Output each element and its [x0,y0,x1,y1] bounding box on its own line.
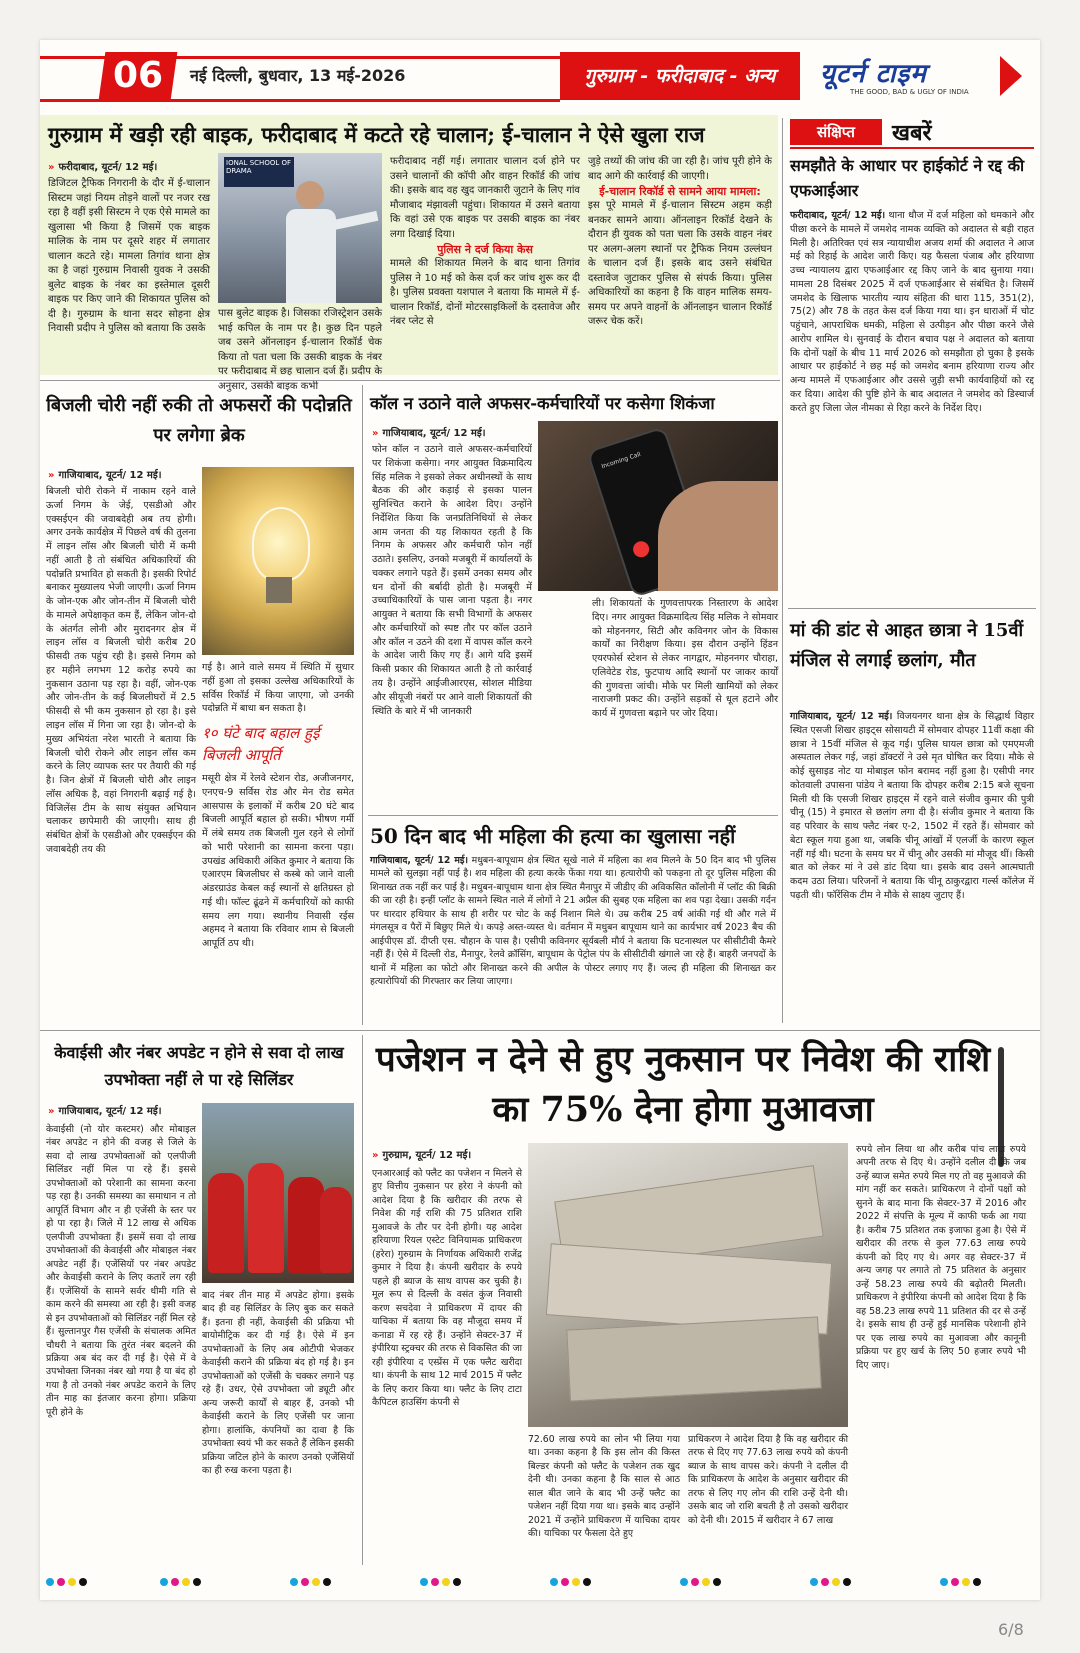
date-line: नई दिल्ली, बुधवार, 13 मई-2026 [190,66,406,85]
headline: 50 दिन बाद भी महिला की हत्या का खुलासा नहीं [370,824,736,848]
headline: बिजली चोरी नहीं रुकी तो अफसरों की पदोन्नति पर लगेगा ब्रेक [46,395,352,446]
article-text: केवाईसी (नो योर कस्टमर) और मोबाइल नंबर अपडेट न होने की वजह से जिले के सवा दो लाख उपभोक्ताओं को एलपीजी सिलिंडर नहीं मिल पा रहे हैं। इससे उपभोक्ताओं को परेशानी का सामना करना पड़ रहा है। उनकी समस्या का समाधान न तो आपूर्ति विभाग और न ही एजेंसी के स्तर पर हो पा रहा है। जिले में 12 लाख से अधिक एलपीजी उपभोक्ता हैं। इसमें सवा दो लाख उपभोक्ताओं की केवाईसी और मोबाइल नंबर अपडेट नहीं हैं। एजेंसियों पर नंबर अपडेट और केवाईसी कराने के लिए कतारें लग रही हैं। एजेंसियों के सामने सर्वर धीमी गति से काम करने की समस्या आ रही है। इसी वजह से इन उपभोक्ताओं को सिलिंडर नहीं मिल रहे हैं। सुल्तानपुर गैस एजेंसी के संचालक अमित चौधरी ने बताया कि तुरंत नंबर बदलने की प्रक्रिया अब बंद कर दी गई है। ऐसे में वे उपभोक्ता जिनका नंबर खो गया है या बंद हो गया है तो उनको नंबर अपडेट कराने के लिए तीन माह का इंतजार करना होगा। प्रक्रिया पूरी होने के [46,1124,196,1418]
section-title: गुरुग्राम - फरीदाबाद - अन्य [560,52,800,100]
subheading: १० घंटे बाद बहाल हुई बिजली आपूर्ति [202,724,320,765]
article-calls-officers: कॉल न उठाने वाले अफसर-कर्मचारियों पर कसेगा शिकंजा » गाजियाबाद, यूटर्न/ 12 मई। Incoming Call फोन कॉल न उठाने वाले अफसर-कर्मचारियों पर शिकंजा कसेगा। नगर आयुक्त विक्रमादित्य सिंह मलिक ने इसको लेकर अधीनस्थों के साथ बैठक की और कड़ाई से इसका पालन सुनिश्चित कराने के आदेश दिए। उन्होंने निर्देशित किया कि जनप्रतिनिधियों से लेकर आम जनता की यह शिकायत रहती है कि निगम के अफसर और कर्मचारी फोन नहीं उठाते। इसलिए, उनको मजबूरी में कार्यालयों के चक्कर लगाने पड़ते हैं। इसमें उनका समय और धन दोनों की बर्बादी होती है। मजबूरी में उच्चाधिकारियों के पास जाना पड़ता है। नगर आयुक्त ने बताया कि सभी विभागों के अफसर और कर्मचारियों को स्पष्ट तौर पर कॉल उठाने और कॉल न उठने की दशा में वापस कॉल करने के आदेश जारी किए गए हैं। आगे यदि इसमें किसी प्रकार की शिकायत आती है तो कार्रवाई तय है। उन्होंने आईजीआरएस, सोशल मीडिया और सीयूजी नंबरों पर आने वाली शिकायतों की स्थिति के बारे में भी जानकारी ली। शिकायतों के गुणवत्तापरक निस्तारण के आदेश दिए। नगर आयुक्त विक्रमादित्य सिंह मलिक ने सोमवार को मोहननगर, सिटी और कविनगर जोन के विकास कार्यों का निरीक्षण किया। इस दौरान उन्होंने हिंडन एयरफोर्स स्टेशन से लेकर नागद्वार, मोहननगर चौराहा, एलिवेटेड रोड, फुटपाथ आदि स्थानों पर जाकर कार्यों की गुणवत्ता जांची। मौके पर मिली खामियों को लेकर नाराजगी प्रकट की। उन्होंने सड़कों से धूल हटाने और कार्य में गुणवत्ता बढ़ाने पर जोर दिया। [368,385,778,810]
currency-notes-photo [528,1143,848,1427]
arrow-icon [1000,56,1022,96]
phone-call-photo: Incoming Call [538,421,778,591]
byline: » गाजियाबाद, यूटर्न/ 12 मई। [48,1106,162,1117]
registration-marks [46,1578,87,1586]
article-power-theft: बिजली चोरी नहीं रुकी तो अफसरों की पदोन्नति पर लगेगा ब्रेक » गाजियाबाद, यूटर्न/ 12 मई। बिजली चोरी रोकने में नाकाम रहने वाले ऊर्जा निगम के जेई, एसडीओ और एक्सईएन की जवाबदेही अब तय होगी। अगर उनके कार्यक्षेत्र में पिछले वर्ष की तुलना में लाइन लॉस और बिजली चोरी में कमी नहीं आती है तो संबंधित अधिकारियों की पदोन्नति प्रभावित हो सकती है। इसकी रिपोर्ट बनाकर मुख्यालय भेजी जाएगी। ऊर्जा निगम के जोन-एक और जोन-तीन में बिजली चोरी के मामले अपेक्षाकृत कम हैं, लेकिन जोन-दो के अंतर्गत लोनी और मुरादनगर क्षेत्र में लाइन लॉस व बिजली चोरी करीब 20 फीसदी तक पहुंच रही है। इससे निगम को हर महीने लगभग 12 करोड़ रुपये का नुकसान उठाना पड़ रहा है। वहीं, जोन-एक और जोन-तीन के कई बिजलीघरों में 2.5 फीसदी से भी कम नुकसान हो रहा है। इसे लाइन लॉस में गिना जा रहा है। जोन-दो के मुख्य अभियंता नरेश भारती ने बताया कि बिजली चोरी रोकने और लाइन लॉस कम करने के लिए व्यापक स्तर पर तैयारी की गई है। जिन क्षेत्रों में बिजली चोरी और लाइन लॉस अधिक है, वहां निगरानी बढ़ाई गई है। विजिलेंस टीम के साथ संयुक्त अभियान चलाकर छापेमारी की जाएगी। साथ ही संबंधित क्षेत्रों के एसडीओ और एक्सईएन की जवाबदेही तय की गई है। आने वाले समय में स्थिति में सुधार नहीं हुआ तो इसका उल्लेख अधिकारियों के सर्विस रिकॉर्ड में किया जाएगा, जो उनकी पदोन्नति में बाधा बन सकता है। १० घंटे बाद बहाल हुई बिजली आपूर्ति मसूरी क्षेत्र में रेलवे स्टेशन रोड, अजीजनगर, एनएच-9 सर्विस रोड और मेन रोड समेत आसपास के इलाकों में करीब 20 घंटे बाद बिजली आपूर्ति बहाल हो सकी। भीषण गर्मी में लंबे समय तक बिजली गुल रहने से लोगों को भारी परेशानी का सामना करना पड़ा। उपखंड अधिकारी अंकित कुमार ने बताया कि एआरएम बिजलीघर से कस्बे को जाने वाली अंडरग्राउंड केबल कई स्थानों से क्षतिग्रस्त हो गई थी। फॉल्ट ढूंढने में कर्मचारियों को काफी समय लग गया। स्थानीय निवासी रईस अहमद ने बताया कि रविवार शाम से बिजली आपूर्ति ठप थी। [40,385,358,1025]
headline: गुरुग्राम में खड़ी रही बाइक, फरीदाबाद में कटते रहे चालान; ई-चालान ने ऐसे खुला राज [48,122,705,147]
bulb-photo [202,467,354,655]
headline: कॉल न उठाने वाले अफसर-कर्मचारियों पर कसेगा शिकंजा [370,394,715,413]
article-brief-highcourt: संक्षिप्त खबरें समझौते के आधार पर हाईकोर्ट ने रद्द की एफआईआर फरीदाबाद, यूटर्न/ 12 मई। थाना धौज में दर्ज महिला को धमकाने और पीछा करने के मामले में जमशेद नामक व्यक्ति को अदालत से बड़ी राहत मिली है। अतिरिक्त एवं सत्र न्यायाधीश अजय शर्मा की अदालत ने आज मई को रिहाई के आदेश जारी किए। यह फैसला पंजाब और हरियाणा उच्च न्यायालय द्वारा एफआईआर रद्द किए जाने के बाद सुनाया गया। मामला 28 दिसंबर 2025 में दर्ज एफआईआर से संबंधित है। जिसमें जमशेद के खिलाफ भारतीय न्याय संहिता की धारा 115, 351(2), 75(2) और 78 के तहत केस दर्ज किया गया था। इन धाराओं में चोट पहुंचाने, आपराधिक धमकी, महिला से उत्पीड़न और पीछा करने जैसे आरोप शामिल थे। सुनवाई के दौरान बचाव पक्ष ने अदालत को बताया कि दोनों पक्षों के बीच 11 मार्च 2026 को समझौता हो चुका है इसके आधार पर हाईकोर्ट ने छह मई को जमशेद बनाम हरियाणा राज्य और अन्य मामले में एफआईआर और उससे जुड़ी सभी कार्यवाहियों को रद्द कर दिया। आदेश की पुष्टि होने के बाद अदालत ने जमशेद को डिस्चार्ज करते हुए जिला जेल नीमका से रिहा करने के निर्देश दिए। [788,115,1036,605]
article-text: फोन कॉल न उठाने वाले अफसर-कर्मचारियों पर शिकंजा कसेगा। नगर आयुक्त विक्रमादित्य सिंह मलिक ने इसको लेकर अधीनस्थों के साथ बैठक की और कड़ाई से इसका पालन सुनिश्चित कराने के आदेश दिए। उन्होंने निर्देशित किया कि जनप्रतिनिधियों से लेकर आम जनता की यह शिकायत रहती है कि निगम के अफसर और कर्मचारी फोन नहीं उठाते। इसलिए, उनको मजबूरी में कार्यालयों के चक्कर लगाने पड़ते हैं। इसमें उनका समय और धन दोनों की बर्बादी होती है। मजबूरी में उच्चाधिकारियों के पास जाना पड़ता है। नगर आयुक्त ने बताया कि सभी विभागों के अफसर और कर्मचारियों को स्पष्ट तौर पर कॉल उठाने और कॉल न उठने की दशा में वापस कॉल करने के आदेश जारी किए गए हैं। आगे यदि इसमें किसी प्रकार की शिकायत आती है तो कार्रवाई तय है। उन्होंने आईजीआरएस, सोशल मीडिया और सीयूजी नंबरों पर आने वाली शिकायतों की स्थिति के बारे में भी जानकारी [372,444,532,717]
article-student-suicide [788,612,1036,1022]
decline-call-icon [631,539,651,559]
article-text: एनआरआई को फ्लैट का पजेशन न मिलने से हुए वित्तीय नुकसान पर हरेरा ने कंपनी को आदेश दिया है कि खरीदार की तरफ से निवेश की गई राशि की 75 प्रतिशत राशि मुआवजे के तौर पर देनी होगी। यह आदेश हरियाणा रियल एस्टेट विनियामक प्राधिकरण (हरेरा) गुरुग्राम के निर्णायक अधिकारी राजेंद्र कुमार ने दिया है। कंपनी खरीदार के रुपये पहले ही ब्याज के साथ वापस कर चुकी है। मूल रूप से दिल्ली के वसंत कुंज निवासी करण सचदेवा ने प्राधिकरण में दायर की याचिका में बताया कि वह मौजूदा समय में कनाडा में रह रहे हैं। उन्होंने सेक्टर-37 में इंपीरिया स्ट्रक्चर की तरफ से विकसित की जा रही इंपीरिया द एस्प्रेंस में एक फ्लैट खरीदा था। कंपनी के साथ 12 मार्च 2015 में फ्लैट के लिए करार किया था। फ्लैट के लिए टाटा कैपिटल हाउसिंग कंपनी से [372,1168,522,1408]
article-text: गाजियाबाद, यूटर्न/ 12 मई। विजयनगर थाना क्षेत्र के सिद्धार्थ विहार स्थित एसजी शिखर हाइट्स सोसायटी में सोमवार दोपहर 11वीं कक्षा की छात्रा ने 15वीं मंजिल से कूद गई। पुलिस घायल छात्रा को एमएमजी अस्पताल लेकर गई, जहां डॉक्टरों ने उसे मृत घोषित कर दिया। मौके से कोई सुसाइड नोट या मोबाइल फोन बरामद नहीं हुआ है। एसीपी नगर कोतवाली उपासना पांडेय ने बताया कि दोपहर करीब 2:15 बजे सूचना मिली थी कि एसजी शिखर हाइट्स में रहने वाले संजीव कुमार की पुत्री चीनू (15) ने इमारत से छलांग लगा दी है। संजीव कुमार ने बताया कि वह परिवार के साथ फ्लैट नंबर ए-2, 1502 में रहते हैं। सोमवार को बेटा स्कूल गया हुआ था, जबकि चीनू आंखों में एलर्जी के कारण स्कूल नहीं गई थी। घटना के समय घर में चीनू और उसकी मां मौजूद थीं। किसी बात को लेकर मां ने उसे डांट दिया था। इसके बाद उसने आत्मघाती कदम उठा लिया। परिजनों ने बताया कि चीनू ठाकुरद्वारा गर्ल्स कॉलेज में पढ़ती थी। फॉरेंसिक टीम ने मौके से साक्ष्य जुटाए हैं। [790,711,1034,901]
article-text: फरीदाबाद, यूटर्न/ 12 मई। थाना धौज में दर्ज महिला को धमकाने और पीछा करने के मामले में जमशेद नामक व्यक्ति को अदालत से बड़ी राहत मिली है। अतिरिक्त एवं सत्र न्यायाधीश अजय शर्मा की अदालत ने आज मई को रिहाई के आदेश जारी किए। यह फैसला पंजाब और हरियाणा उच्च न्यायालय द्वारा एफआईआर रद्द किए जाने के बाद सुनाया गया। मामला 28 दिसंबर 2025 में दर्ज एफआईआर से संबंधित है। जिसमें जमशेद के खिलाफ भारतीय न्याय संहिता की धारा 115, 351(2), 75(2) और 78 के तहत केस दर्ज किया गया था। इन धाराओं में चोट पहुंचाने, आपराधिक धमकी, महिला से उत्पीड़न और पीछा करने जैसे आरोप शामिल थे। सुनवाई के दौरान बचाव पक्ष ने अदालत को बताया कि दोनों पक्षों के बीच 11 मार्च 2026 को समझौता हो चुका है इसके आधार पर हाईकोर्ट ने छह मई को जमशेद बनाम हरियाणा राज्य और अन्य मामले में एफआईआर और उससे जुड़ी सभी कार्यवाहियों को रद्द कर दिया। आदेश की पुष्टि होने के बाद अदालत ने जमशेद को डिस्चार्ज करते हुए जिला जेल नीमका से रिहा करने के निर्देश दिए। [790,210,1035,414]
byline: » गाजियाबाद, यूटर्न/ 12 मई। [372,428,486,439]
newspaper-logo: यूटर्न टाइम THE GOOD, BAD & UGLY OF INDIA [820,59,969,96]
article-bike-echallan: गुरुग्राम में खड़ी रही बाइक, फरीदाबाद में कटते रहे चालान; ई-चालान ने ऐसे खुला राज » फरीदाबाद, यूटर्न/ 12 मई। डिजिटल ट्रैफिक निगरानी के दौर में ई-चालान सिस्टम जहां नियम तोड़ने वालों पर नजर रख रहा है वहीं इसी सिस्टम ने एक ऐसे मामले का खुलासा भी किया है जिसमें एक बाइक मालिक के नाम पर दूसरे शहर में लगातार चालान कटते रहे। मामला तिगांव थाना क्षेत्र का है जहां गुरुग्राम निवासी युवक ने उसकी बुलेट बाइक के नंबर का इस्तेमाल दूसरी बाइक पर किए जाने की शिकायत पुलिस को दी है। गुरुग्राम के थाना सदर सोहना क्षेत्र निवासी प्रदीप ने पुलिस को बताया कि उसके IONAL SCHOOL OF DRAMA पास बुलेट बाइक है। जिसका रजिस्ट्रेशन उसके भाई कपिल के नाम पर है। कुछ दिन पहले जब उसने ऑनलाइन ई-चालान रिकॉर्ड चेक किया तो पता चला कि उसकी बाइक के नंबर पर फरीदाबाद में छह चालान दर्ज हैं। प्रदीप के अनुसार, उसकी बाइक कभी फरीदाबाद नहीं गई। लगातार चालान दर्ज होने पर उसने चालानों की कॉपी और वाहन रिकॉर्ड की जांच की। इसके बाद वह खुद जानकारी जुटाने के लिए गांव मौजाबाद मंझावली पहुंचा। शिकायत में उसने बताया कि वहां उसे एक बाइक पर उसकी बाइक का नंबर लगा दिखाई दिया। पुलिस ने दर्ज किया केस मामले की शिकायत मिलने के बाद थाना तिगांव पुलिस ने 10 मई को केस दर्ज कर जांच शुरू कर दी है। पुलिस प्रवक्ता यशपाल ने बताया कि मामले में ई-चालान रिकॉर्ड, दोनों मोटरसाइकिलों के दस्तावेज और नंबर प्लेट से जुड़े तथ्यों की जांच की जा रही है। जांच पूरी होने के बाद आगे की कार्रवाई की जाएगी। ई-चालान रिकॉर्ड से सामने आया मामला: इस पूरे मामले में ई-चालान सिस्टम अहम कड़ी बनकर सामने आया। ऑनलाइन रिकॉर्ड देखने के दौरान ही युवक को पता चला कि उसके वाहन नंबर पर अलग-अलग स्थानों पर ट्रैफिक नियम उल्लंघन के चालान दर्ज हैं। इसके बाद उसने संबंधित दस्तावेज जुटाकर पुलिस से संपर्क किया। पुलिस अधिकारियों का कहना है कि वाहन मालिक समय-समय पर अपने वाहनों के ऑनलाइन चालान रिकॉर्ड जरूर चेक करें। [40,115,778,375]
page-number: 06 [99,52,178,100]
headline: मां की डांट से आहत छात्रा ने 15वीं मंजिल से लगाई छलांग, मौत [790,620,1024,671]
article-text: बिजली चोरी रोकने में नाकाम रहने वाले ऊर्जा निगम के जेई, एसडीओ और एक्सईएन की जवाबदेही अब तय होगी। अगर उनके कार्यक्षेत्र में पिछले वर्ष की तुलना में लाइन लॉस और बिजली चोरी में कमी नहीं आती है तो संबंधित अधिकारियों की पदोन्नति प्रभावित हो सकती है। इसकी रिपोर्ट बनाकर मुख्यालय भेजी जाएगी। ऊर्जा निगम के जोन-एक और जोन-तीन में बिजली चोरी के मामले अपेक्षाकृत कम हैं, लेकिन जोन-दो के अंतर्गत लोनी और मुरादनगर क्षेत्र में लाइन लॉस व बिजली चोरी करीब 20 फीसदी तक पहुंच रही है। इससे निगम को हर महीने लगभग 12 करोड़ रुपये का नुकसान उठाना पड़ रहा है। वहीं, जोन-एक और जोन-तीन के कई बिजलीघरों में 2.5 फीसदी से भी कम नुकसान हो रहा है। इसे लाइन लॉस में गिना जा रहा है। जोन-दो के मुख्य अभियंता नरेश भारती ने बताया कि बिजली चोरी रोकने और लाइन लॉस कम करने के लिए व्यापक स्तर पर तैयारी की गई है। जिन क्षेत्रों में बिजली चोरी और लाइन लॉस अधिक है, वहां निगरानी बढ़ाई गई है। विजिलेंस टीम के साथ संयुक्त अभियान चलाकर छापेमारी की जाएगी। साथ ही संबंधित क्षेत्रों के एसडीओ और एक्सईएन की जवाबदेही तय की [46,486,196,855]
gas-cylinder-photo [202,1103,354,1283]
article-text: गाजियाबाद, यूटर्न/ 12 मई। मधुबन-बापूधाम क्षेत्र स्थित सूखे नाले में महिला का शव मिलने के 50 दिन बाद भी पुलिस मामले को सुलझा नहीं पाई है। शव महिला की हत्या करके फेंका गया था। हत्यारोपी को पकड़ना तो दूर पुलिस महिला की शिनाख्त तक नहीं कर पाई है। मधुबन-बापूधाम थाना क्षेत्र स्थित मैनापुर में जीडीए की अविकसित कॉलोनी में प्लॉट की बिक्री की जा रही है। इन्हीं प्लॉट के सामने स्थित नाले में लोगों ने 21 अप्रैल की सुबह एक महिला का शव पड़ा देखा। उसकी गर्दन पर धारदार हथियार के साथ ही शरीर पर चोट के कई निशान मिले थे। उम्र करीब 25 वर्ष आंकी गई थी और गले में मंगलसूत्र व पैरों में बिछुए मिले थे। कपड़े अस्त-व्यस्त थे। वर्तमान में मधुबन बापूधाम थाने का कार्यभार वर्ष 2023 बैच की आईपीएस डॉ. दीप्ती एस. चौहान के पास है। एसीपी कविनगर सूर्यबली मौर्य ने बताया कि घटनास्थल पर सीसीटीवी कैमरे नहीं हैं। ऐसे में दिल्ली रोड, मैनापुर, रेलवे क्रॉसिंग, बापूधाम के पेट्रोल पंप के सीसीटीवी खंगाले जा रहे हैं। बाहरी जनपदों के थानों में महिला का फोटो और शिनाख्त करने की अपील के पोस्टर लगाए गए हैं। जल्द ही महिला की शिनाख्त कर हत्यारोपियों की गिरफ्तार कर लिया जाएगा। [370,855,776,988]
byline: » फरीदाबाद, यूटर्न/ 12 मई। [48,162,158,173]
subheading: पुलिस ने दर्ज किया केस [437,243,533,256]
masthead [40,48,1040,104]
byline: » गाजियाबाद, यूटर्न/ 12 मई। [48,470,162,481]
article-possession-compensation: पजेशन न देने से हुए नुकसान पर निवेश की राशि का 75% देना होगा मुआवजा » गुरुग्राम, यूटर्न/ 12 मई। एनआरआई को फ्लैट का पजेशन न मिलने से हुए वित्तीय नुकसान पर हरेरा ने कंपनी को आदेश दिया है कि खरीदार की तरफ से निवेश की गई राशि की 75 प्रतिशत राशि मुआवजे के तौर पर देनी होगी। यह आदेश हरियाणा रियल एस्टेट विनियामक प्राधिकरण (हरेरा) गुरुग्राम के निर्णायक अधिकारी राजेंद्र कुमार ने दिया है। कंपनी खरीदार के रुपये पहले ही ब्याज के साथ वापस कर चुकी है। मूल रूप से दिल्ली के वसंत कुंज निवासी करण सचदेवा ने प्राधिकरण में दायर की याचिका में बताया कि वह मौजूदा समय में कनाडा में रह रहे हैं। उन्होंने सेक्टर-37 में इंपीरिया स्ट्रक्चर की तरफ से विकसित की जा रही इंपीरिया द एस्प्रेंस में एक फ्लैट खरीदा था। कंपनी के साथ 12 मार्च 2015 में फ्लैट के लिए करार किया था। फ्लैट के लिए टाटा कैपिटल हाउसिंग कंपनी से 72.60 लाख रुपये का लोन भी लिया गया था। उनका कहना है कि इस लोन की किस्त बिल्डर कंपनी को फ्लैट के पजेशन तक खुद देनी थी। उनका कहना है कि साल से आठ साल बीत जाने के बाद भी उन्हें फ्लैट का पजेशन नहीं दिया गया था। इसके बाद उन्होंने 2021 में उन्होंने प्राधिकरण में याचिका दायर की। याचिका पर फैसला देते हुए प्राधिकरण ने आदेश दिया है कि वह खरीदार की तरफ से दिए गए 77.63 लाख रुपये को कंपनी ब्याज के साथ वापस करे। कंपनी ने दलील दी कि प्राधिकरण के आदेश के अनुसार खरीदार की तरफ से लिए गए लोन की राशि उन्हें देनी थी। उसके बाद जो राशि बचती है तो उसको खरीदार को देनी थी। 2015 में खरीदार ने 67 लाख रुपये लोन लिया था और करीब पांच लाख रुपये अपनी तरफ से दिए थे। उन्होंने दलील दी कि जब उन्हें ब्याज समेत रुपये मिल गए तो वह मुआवजे की मांग नहीं कर सकते। प्राधिकरण ने दोनों पक्षों को सुनने के बाद माना कि सेक्टर-37 में 2016 और 2022 में संपत्ति के मूल्य में काफी फर्क आ गया है। करीब 75 प्रतिशत तक इजाफा हुआ है। ऐसे में खरीदार की तरफ से कुल 77.63 लाख रुपये कंपनी को दिए गए थे। अगर वह सेक्टर-37 में अन्य जगह पर लगाते तो 75 प्रतिशत के अनुसार उन्हें 58.23 लाख रुपये की बढ़ोतरी मिलती। प्राधिकरण ने इंपीरिया कंपनी को आदेश दिया है कि वह 58.23 लाख रुपये 11 प्रतिशत की दर से उन्हें दे। इसके साथ ही उन्हें हुई मानसिक परेशानी होने पर एक लाख रुपये का मुआवजा और कानूनी प्रक्रिया पर हुए खर्च के लिए 50 हजार रुपये भी दिए जाए। [368,1035,1038,1565]
headline: समझौते के आधार पर हाईकोर्ट ने रद्द की एफआईआर [790,156,1025,200]
article-text: डिजिटल ट्रैफिक निगरानी के दौर में ई-चालान सिस्टम जहां नियम तोड़ने वालों पर नजर रख रहा है वहीं इसी सिस्टम ने एक ऐसे मामले का खुलासा भी किया है जिसमें एक बाइक मालिक के नाम पर दूसरे शहर में लगातार चालान कटते रहे। मामला तिगांव थाना क्षेत्र का है जहां गुरुग्राम निवासी युवक ने उसकी बुलेट बाइक के नंबर का इस्तेमाल दूसरी बाइक पर किए जाने की शिकायत पुलिस को दी है। गुरुग्राम के थाना सदर सोहना क्षेत्र निवासी प्रदीप ने पुलिस को बताया कि उसके [48,178,210,334]
page-count: 6/8 [998,1620,1024,1639]
byline: » गुरुग्राम, यूटर्न/ 12 मई। [372,1150,472,1161]
headline: पजेशन न देने से हुए नुकसान पर निवेश की राशि का 75% देना होगा मुआवजा [375,1039,991,1130]
article-woman-murder [368,820,778,1025]
newspaper-page [40,40,1040,1600]
traffic-police-photo: IONAL SCHOOL OF DRAMA [218,153,382,303]
brief-tag: संक्षिप्त [790,119,882,145]
headline: केवाईसी और नंबर अपडेट न होने से सवा दो लाख उपभोक्ता नहीं ले पा रहे सिलिंडर [54,1043,344,1089]
article-kyc-cylinder: केवाईसी और नंबर अपडेट न होने से सवा दो लाख उपभोक्ता नहीं ले पा रहे सिलिंडर » गाजियाबाद, यूटर्न/ 12 मई। केवाईसी (नो योर कस्टमर) और मोबाइल नंबर अपडेट न होने की वजह से जिले के सवा दो लाख उपभोक्ताओं को एलपीजी सिलिंडर नहीं मिल पा रहे हैं। इससे उपभोक्ताओं को परेशानी का सामना करना पड़ रहा है। उनकी समस्या का समाधान न तो आपूर्ति विभाग और न ही एजेंसी के स्तर पर हो पा रहा है। जिले में 12 लाख से अधिक एलपीजी उपभोक्ता हैं। इसमें सवा दो लाख उपभोक्ताओं की केवाईसी और मोबाइल नंबर अपडेट नहीं हैं। एजेंसियों पर नंबर अपडेट और केवाईसी कराने के लिए कतारें लग रही हैं। एजेंसियों के सामने सर्वर धीमी गति से काम करने की समस्या आ रही है। इसी वजह से इन उपभोक्ताओं को सिलिंडर नहीं मिल रहे हैं। सुल्तानपुर गैस एजेंसी के संचालक अमित चौधरी ने बताया कि तुरंत नंबर बदलने की प्रक्रिया अब बंद कर दी गई है। ऐसे में वे उपभोक्ता जिनका नंबर खो गया है या बंद हो गया है तो उनको नंबर अपडेट कराने के लिए तीन माह का इंतजार करना होगा। प्रक्रिया पूरी होने के बाद नंबर तीन माह में अपडेट होगा। इसके बाद ही वह सिलिंडर के लिए बुक कर सकते हैं। इतना ही नहीं, केवाईसी की प्रक्रिया भी बायोमीट्रिक कर दी गई है। ऐसे में इन उपभोक्ताओं के लिए अब ओटीपी भेजकर केवाईसी कराने की प्रक्रिया बंद हो गई है। इन उपभोक्ताओं को एजेंसी के चक्कर लगाने पड़ रहे हैं। उधर, ऐसे उपभोक्ता जो ड्यूटी और अन्य जरूरी कार्यों से बाहर हैं, उनको भी केवाईसी कराने के लिए एजेंसी पर जाना होगा। हालांकि, कंपनियों का दावा है कि उपभोक्ता स्वयं भी कर सकते हैं लेकिन इसकी प्रक्रिया जटिल होने के कारण उनको एजेंसियों का ही रुख करना पड़ता है। [40,1035,358,1565]
subheading: ई-चालान रिकॉर्ड से सामने आया मामला: [599,185,761,198]
